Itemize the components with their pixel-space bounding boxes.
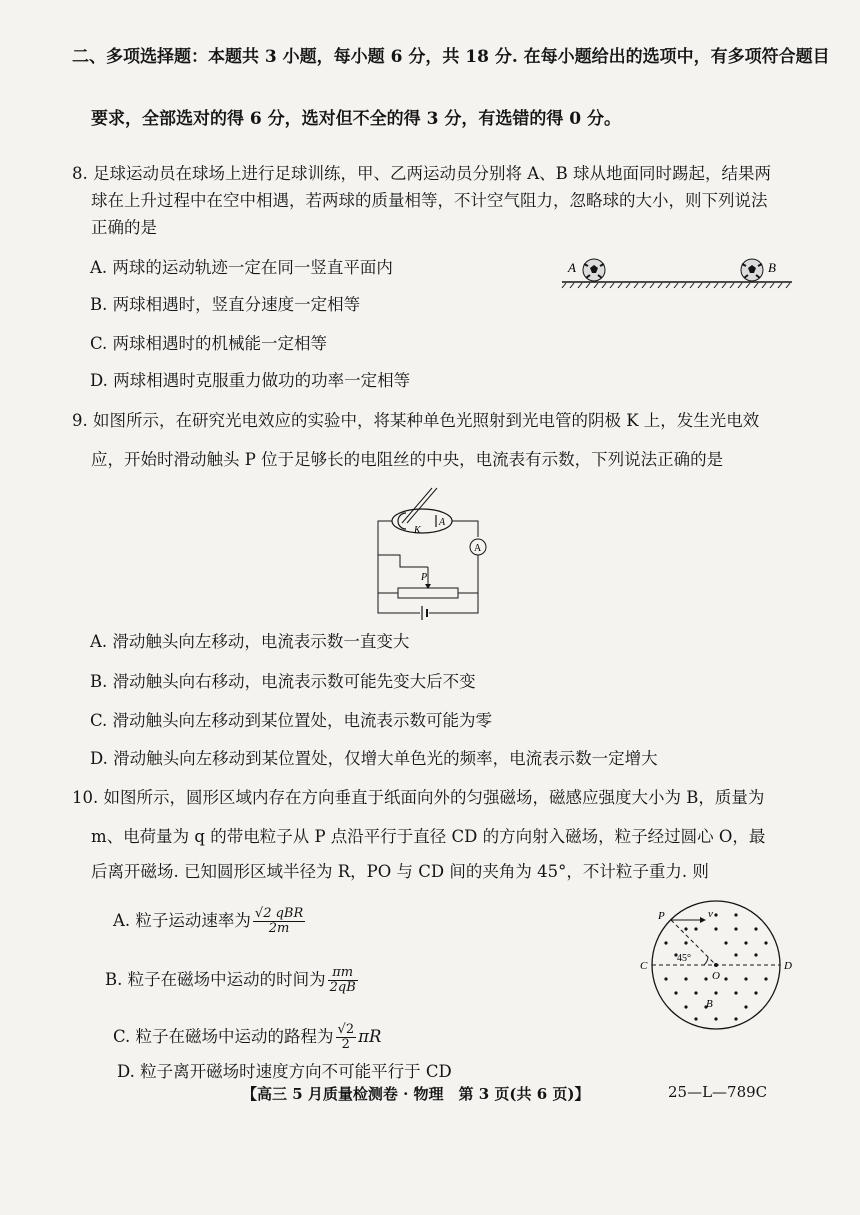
soccer-ball-b: [741, 259, 763, 281]
q9-fig-label-a: A: [439, 517, 446, 528]
soccer-ball-a: [583, 259, 605, 281]
q10-option-a-numerator: √2 qBR: [254, 906, 304, 921]
q9-option-d: D. 滑动触头向左移动到某位置处，仅增大单色光的频率，电流表示数一定增大: [90, 749, 658, 768]
q9-option-c: C. 滑动触头向左移动到某位置处，电流表示数可能为零: [90, 711, 493, 730]
q9-option-b: B. 滑动触头向右移动，电流表示数可能先变大后不变: [90, 672, 476, 691]
q10-option-b-numerator: πm: [328, 966, 358, 981]
footer-title: 【高三 5 月质量检测卷 · 物理 第 3 页(共 6 页)】: [242, 1085, 590, 1103]
field-dots: [664, 913, 767, 1020]
q9-fig-label-p: P: [421, 572, 428, 583]
section-header-line2: 要求，全部选对的得 6 分，选对但不全的得 3 分，有选错的得 0 分。: [91, 109, 621, 129]
q9-stem-line1: 9. 如图所示，在研究光电效应的实验中，将某种单色光照射到光电管的阴极 K 上，发生光电效: [72, 411, 760, 430]
q10-figure: [640, 895, 800, 1045]
q10-fig-label-p: P: [658, 910, 665, 922]
q8-option-a: A. 两球的运动轨迹一定在同一竖直平面内: [90, 258, 393, 277]
q9-option-a: A. 滑动触头向左移动，电流表示数一直变大: [90, 632, 410, 651]
q8-stem-line3: 正确的是: [91, 218, 157, 237]
q9-fig-label-meter: A: [474, 543, 482, 554]
q8-fig-label-b: B: [768, 260, 776, 275]
q10-fig-label-c: C: [640, 960, 648, 972]
q10-option-b-fraction: [328, 966, 358, 995]
q10-option-c-label: C. 粒子在磁场中运动的路程为: [113, 1027, 334, 1046]
q10-fig-label-d: D: [784, 960, 792, 972]
q10-option-a: [113, 907, 307, 936]
q10-fig-label-b: B: [706, 998, 713, 1010]
q8-option-c: C. 两球相遇时的机械能一定相等: [90, 334, 328, 353]
resistor-wire: [398, 588, 458, 598]
q9-fig-label-k: K: [414, 525, 421, 536]
q10-option-c: [113, 1023, 381, 1052]
q8-option-b: B. 两球相遇时，竖直分速度一定相等: [90, 295, 361, 314]
q8-figure: [560, 250, 800, 295]
q10-option-b-label: B. 粒子在磁场中运动的时间为: [105, 970, 326, 989]
q10-option-a-label: A. 粒子运动速率为: [113, 911, 251, 930]
q10-option-c-numerator: √2: [337, 1022, 355, 1037]
q10-stem-line2: m、电荷量为 q 的带电粒子从 P 点沿平行于直径 CD 的方向射入磁场，粒子经过圆心 O，最: [91, 827, 766, 846]
q10-option-a-fraction: [253, 907, 305, 936]
q9-stem-line2: 应，开始时滑动触头 P 位于足够长的电阻丝的中央，电流表有示数，下列说法正确的是: [91, 450, 724, 469]
q10-fig-label-angle: 45°: [677, 953, 691, 964]
q10-option-a-denominator: 2m: [268, 921, 290, 936]
q10-fig-label-o: O: [712, 970, 720, 982]
footer-code: 25—L—789C: [668, 1083, 768, 1101]
q8-stem-line1: 8. 足球运动员在球场上进行足球训练，甲、乙两运动员分别将 A、B 球从地面同时踢起，结果两: [72, 164, 772, 183]
q10-option-b: [105, 966, 360, 995]
q10-stem-line1: 10. 如图所示，圆形区域内存在方向垂直于纸面向外的匀强磁场，磁感应强度大小为 B，质量为: [72, 788, 765, 807]
q9-figure: [370, 485, 490, 620]
q10-option-c-denominator: 2: [341, 1037, 350, 1052]
q8-option-d: D. 两球相遇时克服重力做功的功率一定相等: [90, 371, 411, 390]
q10-option-c-fraction: [336, 1023, 357, 1052]
q10-stem-line3: 后离开磁场. 已知圆形区域半径为 R，PO 与 CD 间的夹角为 45°，不计粒子重力. 则: [91, 862, 709, 881]
q10-option-d: D. 粒子离开磁场时速度方向不可能平行于 CD: [117, 1062, 452, 1081]
q8-fig-label-a: A: [568, 260, 576, 275]
q10-option-b-denominator: 2qB: [329, 980, 356, 995]
q10-fig-label-v: v: [708, 908, 713, 920]
q8-stem-line2: 球在上升过程中在空中相遇，若两球的质量相等，不计空气阻力，忽略球的大小，则下列说法: [91, 191, 768, 210]
section-header-line1: 二、多项选择题：本题共 3 小题，每小题 6 分，共 18 分. 在每小题给出的选项中，有多项符合题目: [72, 47, 830, 67]
q10-option-c-suffix: πR: [358, 1027, 382, 1046]
